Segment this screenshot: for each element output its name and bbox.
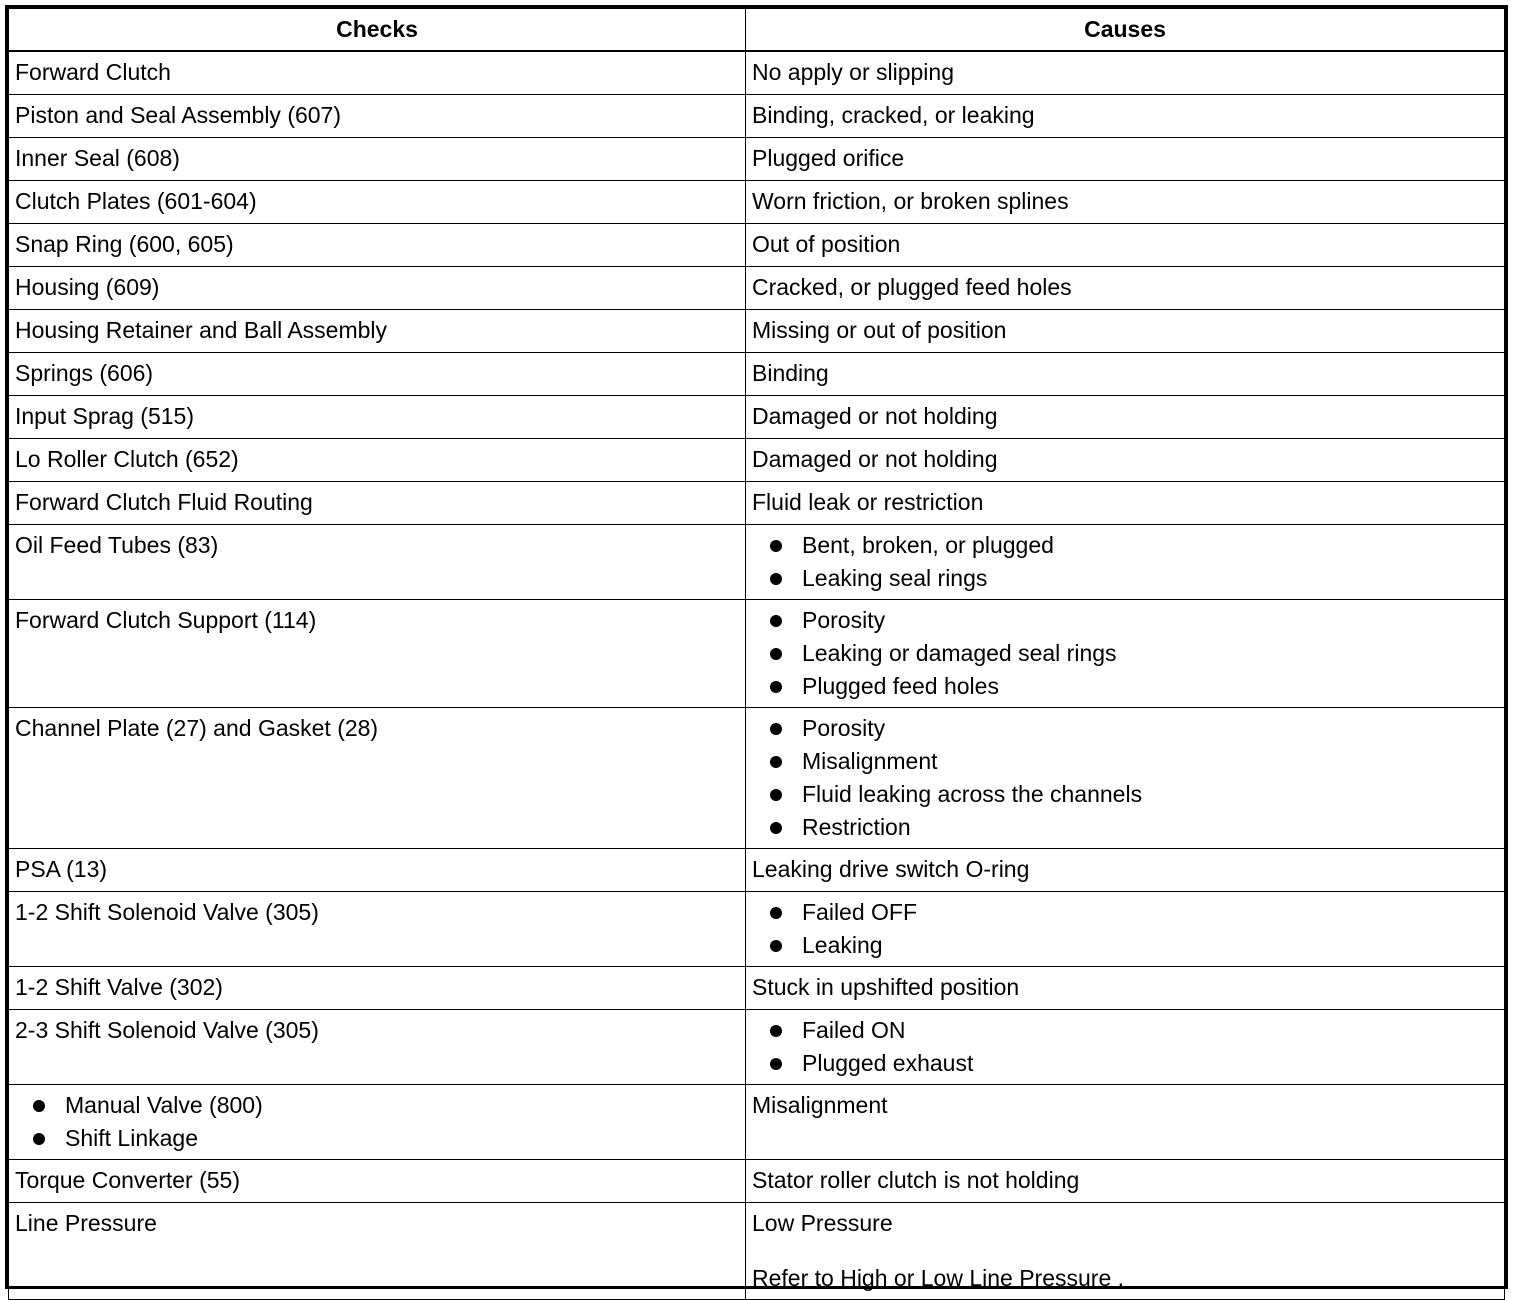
check-cell: Forward Clutch (9, 51, 746, 95)
check-cell: Housing Retainer and Ball Assembly (9, 310, 746, 353)
table-row (9, 439, 1505, 482)
check-cell: Piston and Seal Assembly (607) (9, 95, 746, 138)
header-causes: Causes (746, 9, 1505, 52)
cause-cell: Binding (746, 353, 1505, 396)
cause-list (752, 712, 1498, 844)
cause-list-item: Plugged exhaust (770, 1047, 1498, 1080)
table-row (9, 482, 1505, 525)
cause-list-item: Plugged feed holes (770, 670, 1498, 703)
check-cell: Line Pressure (9, 1203, 746, 1300)
cause-cell: Binding, cracked, or leaking (746, 95, 1505, 138)
cause-cell: No apply or slipping (746, 51, 1505, 95)
cause-cell (746, 1203, 1505, 1300)
check-list-item: Shift Linkage (33, 1122, 739, 1155)
cause-cell: Out of position (746, 224, 1505, 267)
check-cell: Torque Converter (55) (9, 1160, 746, 1203)
cause-cell: Cracked, or plugged feed holes (746, 267, 1505, 310)
cause-list-item: Porosity (770, 604, 1498, 637)
check-cell: Forward Clutch Fluid Routing (9, 482, 746, 525)
cause-cell (746, 600, 1505, 708)
cause-cell (746, 1010, 1505, 1085)
table-row (9, 51, 1505, 95)
cause-list-item: Leaking (770, 929, 1498, 962)
table-row (9, 353, 1505, 396)
check-cell: Inner Seal (608) (9, 138, 746, 181)
table-row (9, 396, 1505, 439)
check-list (15, 1089, 739, 1155)
table-row (9, 181, 1505, 224)
cause-list-item: Misalignment (770, 745, 1498, 778)
table-row (9, 267, 1505, 310)
header-checks: Checks (9, 9, 746, 52)
check-cell: Input Sprag (515) (9, 396, 746, 439)
diagnosis-table (8, 8, 1505, 1300)
cause-cell: Damaged or not holding (746, 396, 1505, 439)
table-row (9, 310, 1505, 353)
diagnosis-table-container (5, 5, 1508, 1289)
cause-list (752, 1014, 1498, 1080)
cause-cell: Stuck in upshifted position (746, 967, 1505, 1010)
cause-cell: Fluid leak or restriction (746, 482, 1505, 525)
cause-cell: Plugged orifice (746, 138, 1505, 181)
cause-cell: Worn friction, or broken splines (746, 181, 1505, 224)
cause-list (752, 604, 1498, 703)
table-row (9, 849, 1505, 892)
cause-cell: Leaking drive switch O-ring (746, 849, 1505, 892)
check-cell: PSA (13) (9, 849, 746, 892)
cause-list-item: Porosity (770, 712, 1498, 745)
check-cell (9, 1085, 746, 1160)
table-row (9, 708, 1505, 849)
cause-cell: Misalignment (746, 1085, 1505, 1160)
table-row (9, 138, 1505, 181)
cause-list-item: Failed OFF (770, 896, 1498, 929)
table-row (9, 1203, 1505, 1300)
table-row (9, 1010, 1505, 1085)
cause-list-item: Failed ON (770, 1014, 1498, 1047)
cause-cell: Stator roller clutch is not holding (746, 1160, 1505, 1203)
check-cell: Snap Ring (600, 605) (9, 224, 746, 267)
table-row (9, 600, 1505, 708)
cause-cell: Missing or out of position (746, 310, 1505, 353)
cause-list-item: Leaking or damaged seal rings (770, 637, 1498, 670)
table-row (9, 525, 1505, 600)
check-cell: 2-3 Shift Solenoid Valve (305) (9, 1010, 746, 1085)
table-row (9, 892, 1505, 967)
table-row (9, 967, 1505, 1010)
cause-list-item: Leaking seal rings (770, 562, 1498, 595)
table-row (9, 224, 1505, 267)
header-row (9, 9, 1505, 52)
cause-list-item: Fluid leaking across the channels (770, 778, 1498, 811)
cause-list (752, 529, 1498, 595)
cause-cell (746, 708, 1505, 849)
cause-note: Refer to High or Low Line Pressure . (752, 1265, 1125, 1291)
cause-list (752, 896, 1498, 962)
check-cell: Oil Feed Tubes (83) (9, 525, 746, 600)
check-cell: Clutch Plates (601-604) (9, 181, 746, 224)
table-row (9, 1160, 1505, 1203)
check-cell: 1-2 Shift Valve (302) (9, 967, 746, 1010)
check-cell: Lo Roller Clutch (652) (9, 439, 746, 482)
cause-list-item: Restriction (770, 811, 1498, 844)
check-cell: Forward Clutch Support (114) (9, 600, 746, 708)
cause-cell (746, 525, 1505, 600)
check-cell: 1-2 Shift Solenoid Valve (305) (9, 892, 746, 967)
check-list-item: Manual Valve (800) (33, 1089, 739, 1122)
cause-list-item: Bent, broken, or plugged (770, 529, 1498, 562)
cause-text: Low Pressure (752, 1210, 893, 1236)
cause-cell (746, 892, 1505, 967)
cause-cell: Damaged or not holding (746, 439, 1505, 482)
check-cell: Channel Plate (27) and Gasket (28) (9, 708, 746, 849)
spacer (752, 1240, 1498, 1262)
table-row (9, 95, 1505, 138)
check-cell: Housing (609) (9, 267, 746, 310)
check-cell: Springs (606) (9, 353, 746, 396)
table-row (9, 1085, 1505, 1160)
